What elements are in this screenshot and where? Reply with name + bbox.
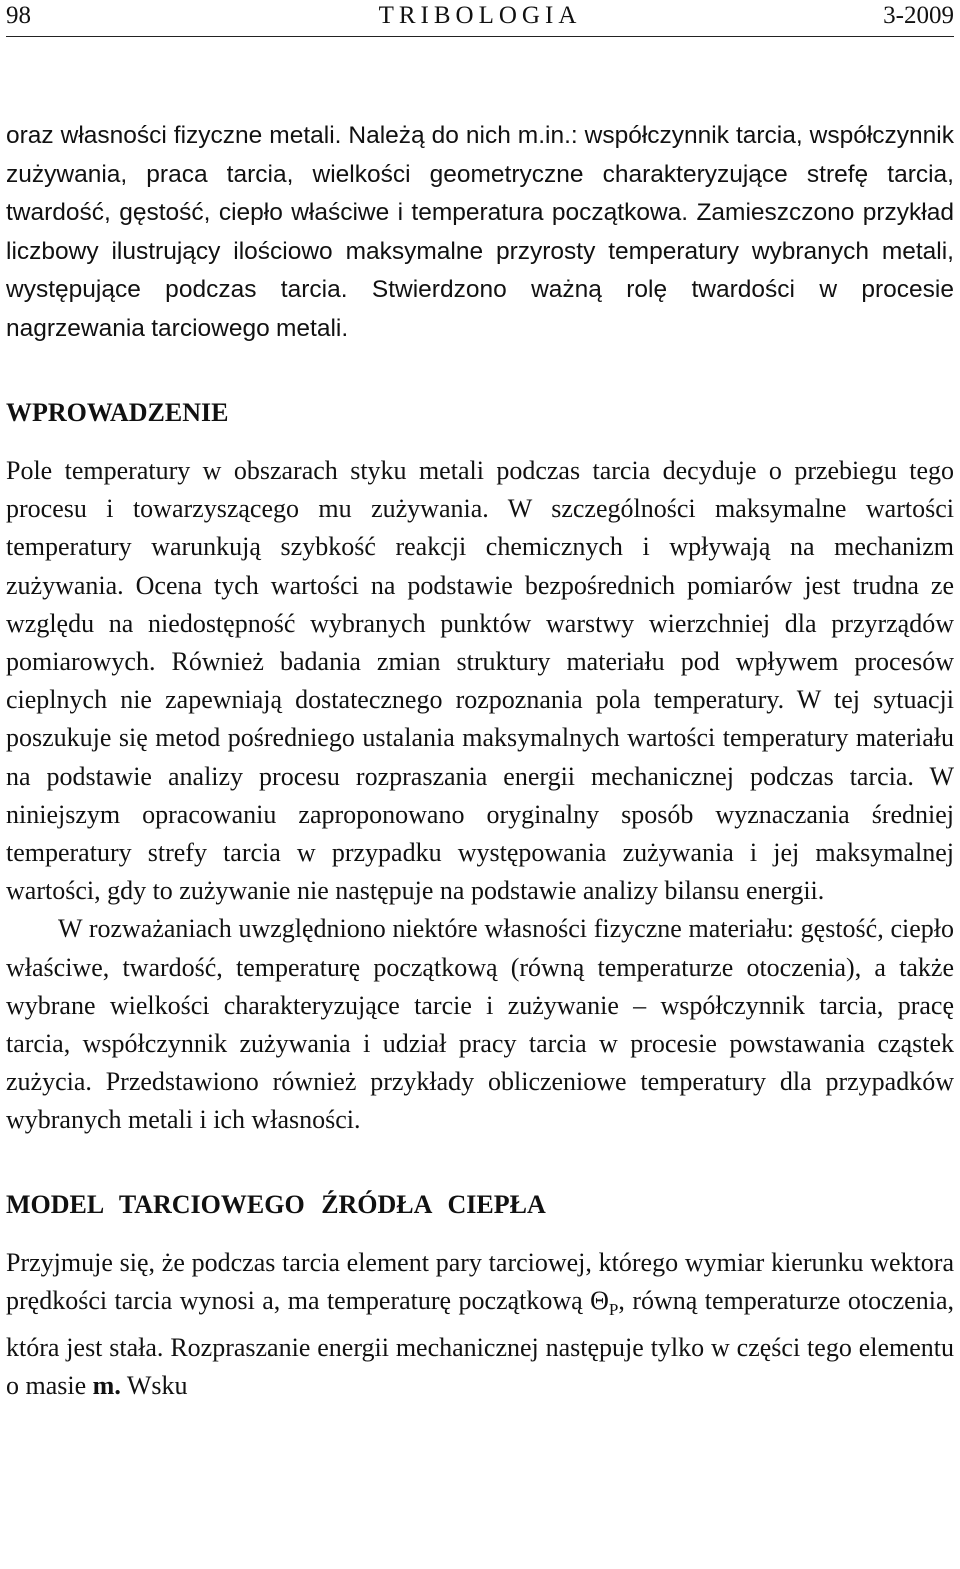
model-text-mid: , równą temperaturze otoczenia, która jest stała. Rozpraszanie energii mechanicznej następuje tylko w części tego elementu o masie	[6, 1285, 954, 1401]
page-number: 98	[6, 2, 31, 29]
document-page	[6, 0, 954, 1406]
issue-number: 3-2009	[883, 2, 954, 29]
mass-symbol: m.	[92, 1371, 121, 1401]
model-text-end: Wsku	[120, 1371, 188, 1401]
intro-paragraph-2: W rozważaniach uwzględniono niektóre własności fizyczne materiału: gęstość, ciepło właściwe, twardość, temperaturę początkową (równą temperaturze otoczenia), a także wybrane wielkości charakteryzujące tarcie i zużywanie – współczynnik tarcia, pracę tarcia, współczynnik zużywania i udział pracy tarcia w procesie powstawania cząstek zużycia. Przedstawiono również przykłady obliczeniowe temperatury dla przypadków wybranych metali i ich własności.	[6, 914, 954, 1135]
section-heading-model: MODEL TARCIOWEGO ŹRÓDŁA CIEPŁA	[6, 1189, 546, 1219]
intro-paragraph-1: Pole temperatury w obszarach styku metali podczas tarcia decyduje o przebiegu tego procesu i towarzyszącego mu zużywania. W szczególności maksymalne wartości temperatury warunkują szybkość reakcji chemicznych i wpływają na mechanizm zużywania. Ocena tych wartości na podstawie bezpośrednich pomiarów jest trudna ze względu na niedostępność wybranych punktów warstwy wierzchniej dla przyrządów pomiarowych. Również badania zmian struktury materiału pod wpływem procesów cieplnych nie zapewniają dostatecznego rozpoznania pola temperatury. W tej sytuacji poszukuje się metod pośredniego ustalania maksymalnych wartości temperatury materiału na podstawie analizy procesu rozpraszania energii mechanicznej podczas tarcia. W niniejszym opracowaniu zaproponowano oryginalny sposób wyznaczania średniej temperatury strefy tarcia w przypadku występowania zużywania i jej maksymalnej wartości, gdy to zużywanie nie następuje na podstawie analizy bilansu energii.	[6, 456, 954, 906]
journal-title: TRIBOLOGIA	[378, 2, 582, 29]
theta-symbol: Θ	[590, 1285, 609, 1315]
header-rule	[6, 36, 954, 37]
abstract-paragraph: oraz własności fizyczne metali. Należą do nich m.in.: współczynnik tarcia, współczynnik zużywania, praca tarcia, wielkości geometryczne charakteryzujące strefę tarcia, twardość, gęstość, ciepło właściwe i temperatura początkowa. Zamieszczono przykład liczbowy ilustrujący ilościowo maksymalne przyrosty temperatury wybranych metali, występujące podczas tarcia. Stwierdzono ważną rolę twardości w procesie nagrzewania tarciowego metali.	[6, 122, 954, 342]
model-text-start: Przyjmuje się, że podczas tarcia element pary tarciowej, którego wymiar kierunku wektora prędkości tarcia wynosi a, ma temperaturę początkową	[6, 1247, 954, 1315]
theta-subscript: P	[608, 1300, 619, 1320]
model-paragraph-1	[6, 1244, 954, 1406]
section-heading-introduction: WPROWADZENIE	[6, 398, 229, 427]
running-header	[6, 0, 954, 42]
